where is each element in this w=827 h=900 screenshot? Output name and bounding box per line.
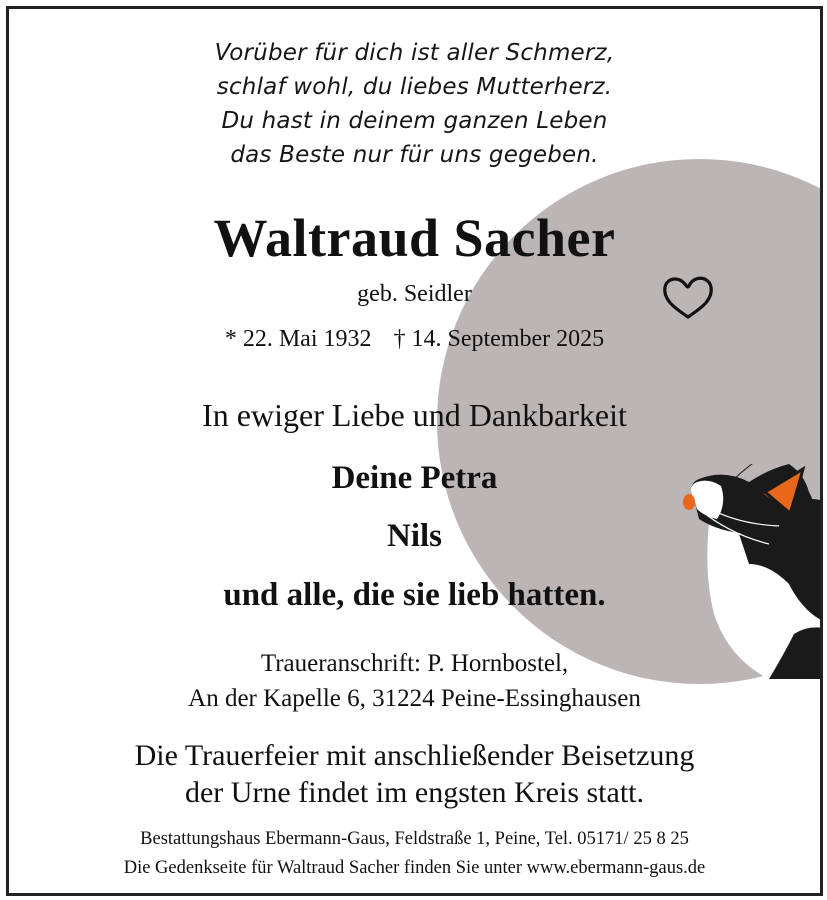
ceremony-line: Die Trauerfeier mit anschließender Beisetzung	[134, 739, 695, 772]
obituary-frame	[6, 6, 823, 896]
poem-line: schlaf wohl, du liebes Mutterherz.	[216, 74, 613, 100]
maiden-name: geb. Seidler	[357, 281, 472, 307]
death-date: † 14. September 2025	[393, 326, 605, 352]
memorial-page-info: Die Gedenkseite für Waltraud Sacher finden Sie unter www.ebermann-gaus.de	[123, 858, 706, 878]
poem-line: Vorüber für dich ist aller Schmerz,	[214, 40, 615, 66]
poem-line: Du hast in deinem ganzen Leben	[221, 108, 608, 134]
obituary-content	[9, 9, 820, 893]
ceremony-line: der Urne findet im engsten Kreis statt.	[184, 776, 645, 809]
mourner-name: Nils	[386, 518, 442, 554]
life-dates	[9, 326, 820, 353]
birth-date: * 22. Mai 1932	[224, 326, 372, 352]
address-line: Traueranschrift: P. Hornbostel,	[260, 650, 569, 677]
heart-icon	[659, 273, 717, 321]
address-line: An der Kapelle 6, 31224 Peine-Essinghausen	[188, 685, 641, 712]
mourning-intro: In ewiger Liebe und Dankbarkeit	[202, 397, 627, 433]
deceased-name: Waltraud Sacher	[213, 208, 616, 268]
mourner-name: Deine Petra	[331, 460, 498, 496]
poem-line: das Beste nur für uns gegeben.	[230, 142, 599, 168]
mourner-name: und alle, die sie lieb hatten.	[223, 577, 606, 613]
funeral-home-info: Bestattungshaus Ebermann-Gaus, Feldstraße 1, Peine, Tel. 05171/ 25 8 25	[140, 829, 689, 849]
